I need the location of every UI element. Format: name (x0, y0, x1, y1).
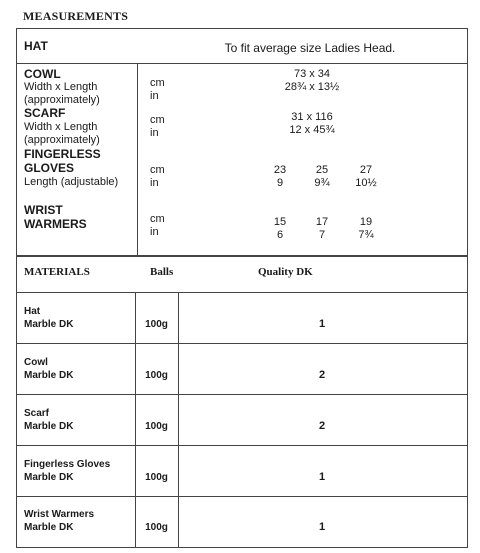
materials-row-divider (16, 394, 468, 395)
material-weight: 100g (145, 421, 168, 432)
cowl-cm: 73 x 34 (293, 68, 331, 80)
material-yarn-name: Marble DK (24, 472, 74, 483)
material-yarn-name: Marble DK (24, 319, 74, 330)
hat-note: To fit average size Ladies Head. (224, 41, 396, 55)
material-weight: 100g (145, 522, 168, 533)
material-quantity: 1 (318, 318, 326, 330)
scarf-unit-cm: cm (150, 114, 165, 126)
materials-row-divider (16, 445, 468, 446)
warmers-in-size-3: 7¾ (358, 229, 374, 241)
materials-col-divider-2 (178, 292, 179, 548)
scarf-label: SCARF (24, 106, 66, 120)
gloves-label-2: GLOVES (24, 161, 75, 175)
gloves-in-size-1: 9 (276, 177, 284, 189)
material-quantity: 1 (318, 471, 326, 483)
measurements-hat-divider (16, 63, 468, 64)
material-item-name: Hat (24, 306, 41, 317)
material-quantity: 1 (318, 521, 326, 533)
scarf-cm: 31 x 116 (291, 111, 333, 123)
gloves-in-size-2: 9¾ (314, 177, 330, 189)
warmers-in-size-1: 6 (276, 229, 284, 241)
gloves-cm-size-3: 27 (359, 164, 373, 176)
warmers-unit-cm: cm (150, 213, 165, 225)
gloves-in-size-3: 10½ (355, 177, 377, 189)
material-yarn-name: Marble DK (24, 370, 74, 381)
warmers-cm-size-2: 17 (315, 216, 329, 228)
warmers-label-2: WARMERS (24, 217, 87, 231)
scarf-desc-2: (approximately) (24, 134, 100, 146)
materials-row-divider (16, 496, 468, 497)
cowl-desc-1: Width x Length (24, 81, 98, 93)
scarf-in: 12 x 45¾ (289, 124, 335, 136)
warmers-cm-size-1: 15 (273, 216, 287, 228)
materials-table (16, 256, 468, 548)
materials-header-label: MATERIALS (24, 266, 90, 278)
materials-row-divider (16, 343, 468, 344)
gloves-cm-size-2: 25 (315, 164, 329, 176)
cowl-desc-2: (approximately) (24, 94, 100, 106)
gloves-label-1: FINGERLESS (24, 147, 101, 161)
hat-label: HAT (24, 39, 48, 53)
warmers-unit-in: in (150, 226, 159, 238)
page-heading: MEASUREMENTS (23, 9, 129, 23)
material-yarn-name: Marble DK (24, 421, 74, 432)
warmers-in-size-2: 7 (318, 229, 326, 241)
cowl-in: 28¾ x 13½ (284, 81, 340, 93)
material-weight: 100g (145, 319, 168, 330)
scarf-unit-in: in (150, 127, 159, 139)
gloves-cm-size-1: 23 (273, 164, 287, 176)
cowl-unit-cm: cm (150, 77, 165, 89)
gloves-unit-in: in (150, 177, 159, 189)
materials-header-quality: Quality DK (258, 266, 313, 278)
material-item-name: Cowl (24, 357, 48, 368)
material-yarn-name: Marble DK (24, 522, 74, 533)
material-item-name: Scarf (24, 408, 50, 419)
scarf-desc-1: Width x Length (24, 121, 98, 133)
materials-header-balls: Balls (150, 266, 174, 278)
material-quantity: 2 (318, 420, 326, 432)
material-item-name: Fingerless Gloves (24, 459, 111, 470)
material-item-name: Wrist Warmers (24, 509, 95, 520)
material-quantity: 2 (318, 369, 326, 381)
cowl-label: COWL (24, 67, 61, 81)
material-weight: 100g (145, 472, 168, 483)
cowl-unit-in: in (150, 90, 159, 102)
warmers-cm-size-3: 19 (359, 216, 373, 228)
measurements-unit-divider (137, 63, 138, 256)
gloves-unit-cm: cm (150, 164, 165, 176)
warmers-label-1: WRIST (24, 203, 63, 217)
materials-header-divider (16, 292, 468, 293)
material-weight: 100g (145, 370, 168, 381)
gloves-desc: Length (adjustable) (24, 176, 119, 188)
